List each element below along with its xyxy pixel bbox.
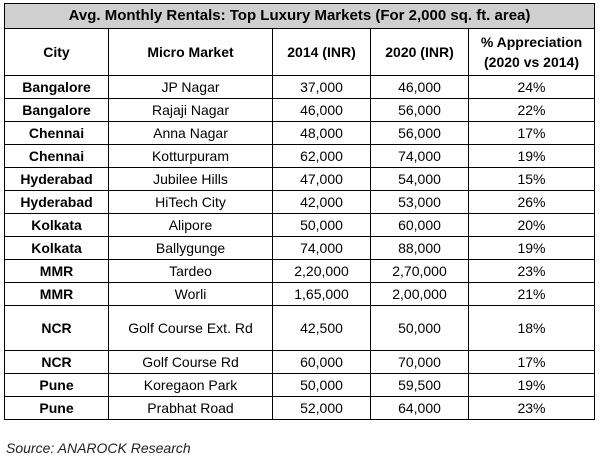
cell-2020: 53,000 bbox=[371, 191, 469, 214]
table-row bbox=[5, 99, 595, 122]
header-appreciation-line1: % Appreciation bbox=[480, 34, 583, 50]
cell-2014: 2,20,000 bbox=[273, 260, 371, 283]
source-note: Source: ANAROCK Research bbox=[6, 440, 191, 456]
table-row bbox=[5, 214, 595, 237]
cell-micro-market: Rajaji Nagar bbox=[109, 99, 273, 122]
cell-2014: 74,000 bbox=[273, 237, 371, 260]
table-row bbox=[5, 145, 595, 168]
cell-2014: 46,000 bbox=[273, 99, 371, 122]
cell-2014: 47,000 bbox=[273, 168, 371, 191]
cell-2014: 48,000 bbox=[273, 122, 371, 145]
cell-micro-market: Kotturpuram bbox=[109, 145, 273, 168]
cell-2014: 50,000 bbox=[273, 214, 371, 237]
cell-2020: 50,000 bbox=[371, 306, 469, 351]
cell-appreciation: 17% bbox=[469, 351, 595, 374]
cell-2020: 2,70,000 bbox=[371, 260, 469, 283]
header-2014: 2014 (INR) bbox=[273, 29, 371, 76]
table-row bbox=[5, 351, 595, 374]
cell-2020: 74,000 bbox=[371, 145, 469, 168]
cell-micro-market: Tardeo bbox=[109, 260, 273, 283]
cell-micro-market: Ballygunge bbox=[109, 237, 273, 260]
cell-2014: 60,000 bbox=[273, 351, 371, 374]
table-row bbox=[5, 76, 595, 99]
cell-micro-market: HiTech City bbox=[109, 191, 273, 214]
cell-micro-market: Anna Nagar bbox=[109, 122, 273, 145]
cell-micro-market: Alipore bbox=[109, 214, 273, 237]
cell-2020: 64,000 bbox=[371, 397, 469, 420]
cell-city: Chennai bbox=[5, 145, 109, 168]
table-row bbox=[5, 168, 595, 191]
cell-2014: 37,000 bbox=[273, 76, 371, 99]
cell-2014: 42,500 bbox=[273, 306, 371, 351]
cell-2014: 42,000 bbox=[273, 191, 371, 214]
cell-city: Bangalore bbox=[5, 76, 109, 99]
table-title: Avg. Monthly Rentals: Top Luxury Markets (For 2,000 sq. ft. area) bbox=[5, 4, 595, 29]
cell-city: Chennai bbox=[5, 122, 109, 145]
cell-city: MMR bbox=[5, 260, 109, 283]
rentals-table bbox=[4, 3, 595, 420]
cell-city: Pune bbox=[5, 397, 109, 420]
table-row bbox=[5, 122, 595, 145]
header-appreciation bbox=[469, 29, 595, 76]
cell-city: NCR bbox=[5, 351, 109, 374]
cell-appreciation: 19% bbox=[469, 237, 595, 260]
cell-city: MMR bbox=[5, 283, 109, 306]
cell-city: Pune bbox=[5, 374, 109, 397]
table-row bbox=[5, 283, 595, 306]
cell-micro-market: Koregaon Park bbox=[109, 374, 273, 397]
cell-micro-market: Jubilee Hills bbox=[109, 168, 273, 191]
table-row bbox=[5, 191, 595, 214]
cell-appreciation: 24% bbox=[469, 76, 595, 99]
cell-micro-market: JP Nagar bbox=[109, 76, 273, 99]
table-row bbox=[5, 260, 595, 283]
cell-2014: 52,000 bbox=[273, 397, 371, 420]
cell-2020: 70,000 bbox=[371, 351, 469, 374]
header-micro-market: Micro Market bbox=[109, 29, 273, 76]
header-2020: 2020 (INR) bbox=[371, 29, 469, 76]
cell-appreciation: 21% bbox=[469, 283, 595, 306]
cell-appreciation: 17% bbox=[469, 122, 595, 145]
cell-appreciation: 19% bbox=[469, 145, 595, 168]
cell-appreciation: 23% bbox=[469, 260, 595, 283]
cell-micro-market: Worli bbox=[109, 283, 273, 306]
table-row bbox=[5, 397, 595, 420]
cell-2014: 1,65,000 bbox=[273, 283, 371, 306]
cell-appreciation: 22% bbox=[469, 99, 595, 122]
cell-city: Kolkata bbox=[5, 237, 109, 260]
cell-city: Hyderabad bbox=[5, 168, 109, 191]
header-appreciation-line2: (2020 vs 2014) bbox=[484, 54, 579, 70]
cell-appreciation: 23% bbox=[469, 397, 595, 420]
cell-2020: 2,00,000 bbox=[371, 283, 469, 306]
cell-2020: 56,000 bbox=[371, 99, 469, 122]
cell-appreciation: 15% bbox=[469, 168, 595, 191]
table-body bbox=[5, 76, 595, 420]
cell-2020: 88,000 bbox=[371, 237, 469, 260]
cell-2020: 60,000 bbox=[371, 214, 469, 237]
cell-city: Kolkata bbox=[5, 214, 109, 237]
cell-2020: 56,000 bbox=[371, 122, 469, 145]
table-row bbox=[5, 306, 595, 351]
table-row bbox=[5, 237, 595, 260]
cell-appreciation: 26% bbox=[469, 191, 595, 214]
table-row bbox=[5, 374, 595, 397]
cell-2014: 62,000 bbox=[273, 145, 371, 168]
cell-micro-market: Prabhat Road bbox=[109, 397, 273, 420]
cell-2020: 59,500 bbox=[371, 374, 469, 397]
cell-micro-market: Golf Course Rd bbox=[109, 351, 273, 374]
cell-micro-market: Golf Course Ext. Rd bbox=[109, 306, 273, 351]
header-city: City bbox=[5, 29, 109, 76]
header-row bbox=[5, 29, 595, 76]
cell-city: Bangalore bbox=[5, 99, 109, 122]
cell-city: NCR bbox=[5, 306, 109, 351]
cell-appreciation: 20% bbox=[469, 214, 595, 237]
cell-2020: 46,000 bbox=[371, 76, 469, 99]
cell-appreciation: 18% bbox=[469, 306, 595, 351]
cell-2014: 50,000 bbox=[273, 374, 371, 397]
cell-appreciation: 19% bbox=[469, 374, 595, 397]
cell-2020: 54,000 bbox=[371, 168, 469, 191]
cell-city: Hyderabad bbox=[5, 191, 109, 214]
